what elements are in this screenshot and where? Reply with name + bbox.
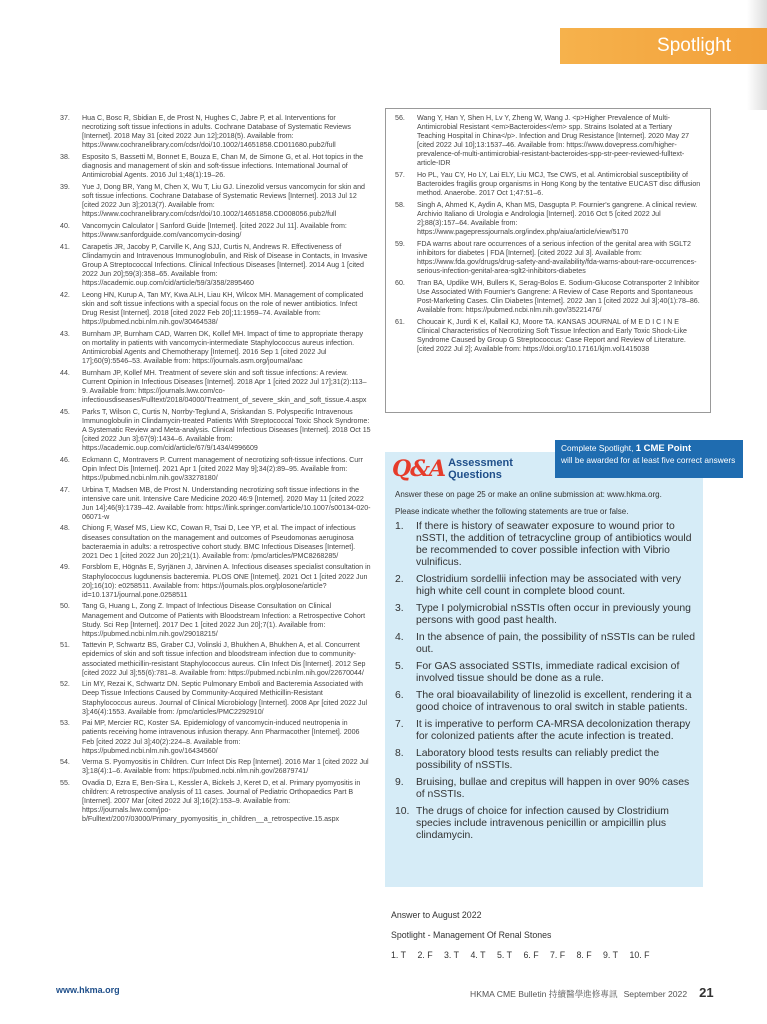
question-number: 4.	[395, 631, 404, 643]
reference-text: Ho PL, Yau CY, Ho LY, Lai ELY, Liu MCJ, Tse CWS, et al. Antimicrobial susceptibility of Bacteroides fragilis group organisms in Hong Kong by the tentative EUCAST disc diffusion method. Anaerobe. 2017 Oct 1;47:51–6.	[417, 171, 701, 198]
reference-text: Urbina T, Madsen MB, de Prost N. Understanding necrotizing soft tissue infections in the intensive care unit. Intensive Care Medicine 2020 46:9 [Internet]. 2020 May 11 [cited 2022 Jun 14];46(9):1739–42. Available from: https://link.springer.com/article/10.1007/s00134-020-06071-w	[82, 485, 371, 521]
reference-item	[395, 240, 701, 276]
reference-item	[60, 758, 371, 776]
question-item	[395, 574, 695, 598]
question-number: 5.	[395, 660, 404, 672]
reference-item	[395, 201, 701, 237]
reference-item	[60, 291, 371, 327]
reference-number: 37.	[60, 114, 70, 122]
reference-item	[60, 222, 371, 240]
reference-text: Choucair K, Jurdi K el, Kallail KJ, Moore TA. KANSAS JOURNAL of M E D I C I N E Clinical Characteristics of Necrotizing Soft Tissue Infection and Early Toxic Shock-Like Syndrome Caused by Group G Streptococcus: Case Report and Review of Literature. [cited 2022 Jul 2]; Available from: https://doi.org/10.17161/kjm.vol1415038	[417, 317, 687, 354]
qa-instruction-2: Please indicate whether the following statements are true or false.	[395, 507, 629, 516]
reference-text: Hua C, Bosc R, Sbidian E, de Prost N, Hughes C, Jabre P, et al. Interventions for necrotizing soft tissue infections in adults. Cochrane Database of Systematic Reviews [Internet]. 2018 May 31 [cited 2022 Jun 12];2018(5). Available from: https://www.cochranelibrary.com/cdsr/doi/10.1002/14651858.CD011680.pub2/full	[82, 114, 351, 150]
question-text: Laboratory blood tests results can reliably predict the possibility of nSSTIs.	[416, 747, 660, 771]
question-item	[395, 661, 695, 685]
reference-text: Vancomycin Calculator | Sanford Guide [Internet]. [cited 2022 Jul 11]. Available from: https://www.sanfordguide.com/vancomycin-dosing/	[82, 221, 347, 239]
question-number: 9.	[395, 776, 404, 788]
reference-item	[60, 680, 371, 716]
question-number: 3.	[395, 602, 404, 614]
reference-number: 52.	[60, 680, 70, 689]
question-item	[395, 521, 695, 569]
question-text: The oral bioavailability of linezolid is excellent, rendering it a good choice of intravenous to oral switch in stable patients.	[416, 689, 692, 713]
reference-text: Forsblom E, Högnäs E, Syrjänen J, Järvinen A. Infectious diseases specialist consultation in Staphylococcus lugdunensis bacteremia. PLOS ONE [Internet]. 2021 Oct 1 [cited 2022 Jun 20];16(10): e0258511. Available from: https://journals.plos.org/plosone/article?id=10.1371/journal.pone.0258511	[82, 563, 371, 599]
reference-item	[395, 318, 701, 354]
reference-number: 44.	[60, 368, 70, 377]
answer-item: 5. T	[497, 950, 512, 960]
reference-number: 46.	[60, 455, 70, 464]
answers-subtitle: Spotlight - Management Of Renal Stones	[391, 930, 552, 940]
answer-item: 9. T	[603, 950, 618, 960]
reference-text: FDA warns about rare occurrences of a serious infection of the genital area with SGLT2 inhibitors for diabetes | FDA [Internet]. [cited 2022 Jul 3]. Available from: https://www.fda.gov/drugs/drug-safety-and-availability/fda-warns-about-rare-occurrences-serious-infection-genital-area-sglt2-inhibitors-diabetes	[417, 240, 697, 276]
answer-item: 8. F	[576, 950, 592, 960]
reference-text: Verma S. Pyomyositis in Children. Curr Infect Dis Rep [Internet]. 2016 Mar 1 [cited 2022 Jul 3];18(4):1–6. Available from: https://pubmed.ncbi.nlm.nih.gov/26879741/	[82, 758, 369, 776]
answers-title: Answer to August 2022	[391, 910, 482, 920]
question-text: Clostridium sordellii infection may be associated with very high white cell count in complete blood count.	[416, 573, 682, 597]
reference-text: Burnham JP, Kollef MH. Treatment of severe skin and soft tissue infections: A review. Current Opinion in Infectious Diseases [Internet]. 2018 Apr 1 [cited 2022 Jul 17];31(2):113–9. Available from: https://journals.lww.com/co-infectiousdiseases/Fulltext/2018/04000/Treatment_of_severe_skin_and_soft_tissue.4.aspx	[82, 368, 367, 404]
reference-number: 55.	[60, 779, 70, 788]
reference-number: 61.	[395, 317, 405, 326]
cme-line1: Complete Spotlight,	[561, 443, 636, 453]
reference-text: Ovadia D, Ezra E, Ben-Sira L, Kessler A, Bickels J, Keret D, et al. Primary pyomyositis in children: A retrospective analysis of 11 cases. Journal of Pediatric Orthopaedics Part B [Internet]. 2007 Mar [cited 2022 Jul 3];16(2):153–9. Available from: https://journals.lww.com/jpo-b/Fulltext/2007/03000/Primary_pyomyositis_in_children__a_retrospective.15.aspx	[82, 779, 361, 824]
answer-item: 6. F	[523, 950, 539, 960]
answer-item: 7. F	[550, 950, 566, 960]
reference-item	[60, 602, 371, 638]
question-text: It is imperative to perform CA-MRSA decolonization therapy for colonized patients after the acute infection is treated.	[416, 718, 691, 742]
reference-text: Singh A, Ahmed K, Aydin A, Khan MS, Dasgupta P. Fournier's gangrene. A clinical review. Archivio Italiano di Urologia e Andrologia [Internet]. 2016 Oct 5 [cited 2022 Jul 2];88(3):157–64. Available from: https://www.pagepressjournals.org/index.php/aiua/article/view/5170	[417, 201, 698, 237]
reference-text: Leong HN, Kurup A, Tan MY, Kwa ALH, Liau KH, Wilcox MH. Management of complicated skin and soft tissue infections with a special focus on the role of newer antibiotics. Infect Drug Resist [Internet]. 2018 [cited 2022 Feb 20];11:1959–74. Available from: https://pubmed.ncbi.nlm.nih.gov/30464538/	[82, 290, 364, 326]
reference-item	[395, 171, 701, 198]
reference-number: 50.	[60, 602, 70, 611]
reference-number: 60.	[395, 278, 405, 287]
reference-number: 38.	[60, 152, 70, 161]
reference-item	[60, 408, 371, 453]
question-item	[395, 632, 695, 656]
answers-row	[391, 950, 656, 960]
question-text: For GAS associated SSTIs, immediate radical excision of involved tissue should be done as a rule.	[416, 660, 680, 684]
footer-right	[470, 985, 714, 1000]
question-text: Bruising, bullae and crepitus will happen in over 90% cases of nSSTIs.	[416, 776, 690, 800]
reference-item	[60, 330, 371, 366]
reference-text: Tang G, Huang L, Zong Z. Impact of Infectious Disease Consultation on Clinical Management and Outcome of Patients with Bloodstream Infection: a Retrospective Cohort Study. Sci Rep [Internet]. 2017 Dec 1 [cited 2022 Jun 20];7(1). Available from: https://pubmed.ncbi.nlm.nih.gov/29018215/	[82, 602, 366, 638]
reference-item	[395, 114, 701, 169]
reference-text: Yue J, Dong BR, Yang M, Chen X, Wu T, Liu GJ. Linezolid versus vancomycin for skin and soft tissue infections. Cochrane Database of Systematic Reviews [Internet]. 2013 Jul 12 [cited 2022 Jun 3];2013(7). Available from: https://www.cochranelibrary.com/cdsr/doi/10.1002/14651858.CD008056.pub2/full	[82, 182, 365, 219]
reference-number: 57.	[395, 171, 405, 180]
reference-number: 58.	[395, 201, 405, 210]
reference-number: 48.	[60, 524, 70, 533]
question-number: 1.	[395, 521, 404, 532]
reference-item	[60, 243, 371, 288]
reference-text: Chiong F, Wasef MS, Liew KC, Cowan R, Tsai D, Lee YP, et al. The impact of infectious diseases consultation on the management and outcomes of Pseudomonas aeruginosa bacteraemia in adults: a retrospective cohort study. BMC Infectious Diseases [Internet]. 2021 Dec 1 [cited 2022 Jun 20];21(1). Available from: /pmc/articles/PMC8268285/	[82, 524, 356, 560]
answer-item: 10. F	[629, 950, 650, 960]
question-item	[395, 777, 695, 801]
reference-item	[60, 524, 371, 560]
reference-text: Tran BA, Updike WH, Bullers K, Serag-Bolos E. Sodium-Glucose Cotransporter 2 Inhibitor Use Associated With Fournier's Gangrene: A Review of Case Reports and Spontaneous Post-Marketing Cases. Clin Diabetes [Internet]. 2022 Jan 1 [cited 2022 Jul 3];40(1):78–86. Available from: https://pubmed.ncbi.nlm.nih.gov/35221476/	[417, 278, 700, 315]
question-item	[395, 748, 695, 772]
reference-number: 49.	[60, 563, 70, 572]
qa-instruction-1: Answer these on page 25 or make an online submission at: www.hkma.org.	[395, 490, 662, 499]
footer-site[interactable]: www.hkma.org	[56, 985, 120, 995]
reference-text: Wang Y, Han Y, Shen H, Lv Y, Zheng W, Wang J. <p>Higher Prevalence of Multi-Antimicrobial Resistant <em>Bacteroides</em> spp. Strains Isolated at a Tertiary Teaching Hospital in China</p>. Infection and Drug Resistance [Internet]. 2020 May 27 [cited 2022 Jul 10];13:1537–46. Available from: https://www.dovepress.com/higher-prevalence-of-multi-antimicrobial-resistant-bacteroides-spp-str-peer-reviewed-fulltext-article-IDR	[417, 114, 690, 168]
answer-item: 1. T	[391, 950, 406, 960]
qa-title-line2: Questions	[448, 469, 502, 481]
reference-item	[60, 369, 371, 405]
question-text: If there is history of seawater exposure to wound prior to nSSTI, the addition of tetracycline group of antibiotics would be recommended to cover possible infection with Vibrio vulnificus.	[416, 521, 692, 568]
reference-number: 39.	[60, 182, 70, 191]
page-number: 21	[699, 985, 714, 1000]
reference-item	[60, 486, 371, 522]
reference-number: 43.	[60, 329, 70, 338]
reference-number: 51.	[60, 641, 70, 650]
reference-item	[60, 114, 371, 150]
reference-number: 42.	[60, 290, 70, 299]
reference-number: 59.	[395, 240, 405, 248]
reference-number: 45.	[60, 407, 70, 416]
reference-item	[60, 641, 371, 677]
reference-text: Tattevin P, Schwartz BS, Graber CJ, Volinski J, Bhukhen A, Bhukhen A, et al. Concurrent epidemics of skin and soft tissue infection and bloodstream infection due to community-associated methicillin-resistant Staphylococcus aureus. Clin Infect Dis [Internet]. 2012 Sep [cited 2022 Jul 3];55(6):781–8. Available from: https://pubmed.ncbi.nlm.nih.gov/22670044/	[82, 641, 366, 677]
cme-point: 1 CME Point	[635, 443, 692, 454]
reference-text: Esposito S, Bassetti M, Bonnet E, Bouza E, Chan M, de Simone G, et al. Hot topics in the diagnosis and management of skin and soft-tissue infections. International Journal of Antimicrobial Agents. 2016 Jul 1;48(1):19–26.	[82, 152, 364, 180]
banner-text: Spotlight	[657, 35, 731, 56]
answer-item: 3. T	[444, 950, 459, 960]
reference-item	[60, 563, 371, 599]
qa-title-line1: Assessment	[448, 457, 513, 469]
reference-item	[60, 153, 371, 180]
spotlight-banner	[560, 28, 767, 64]
question-number: 7.	[395, 718, 404, 730]
reference-number: 54.	[60, 758, 70, 767]
reference-item	[395, 279, 701, 315]
question-item	[395, 603, 695, 627]
question-item	[395, 719, 695, 743]
question-text: In the absence of pain, the possibility of nSSTIs can be ruled out.	[416, 631, 695, 655]
reference-number: 53.	[60, 719, 70, 728]
question-number: 6.	[395, 689, 404, 701]
reference-item	[60, 183, 371, 219]
reference-text: Lin MY, Rezai K, Schwartz DN. Septic Pulmonary Emboli and Bacteremia Associated with Deep Tissue Infections Caused by Community-Acquired Methicillin-Resistant Staphylococcus aureus. Journal of Clinical Microbiology [Internet]. 2008 Apr [cited 2022 Jul 3];46(4):1553. Available from: /pmc/articles/PMC2292910/	[82, 680, 368, 716]
footer-date: September 2022	[623, 989, 688, 999]
reference-item	[60, 719, 371, 755]
cme-line2: will be awarded for at least five correct answers	[561, 454, 736, 465]
question-text: The drugs of choice for infection caused by Clostridium species include intravenous penicillin or ampicillin plus clindamycin.	[416, 805, 669, 841]
reference-text: Eckmann C, Montravers P. Current management of necrotizing soft-tissue infections. Curr Opin Infect Dis [Internet]. 2021 Apr 1 [cited 2022 May 9];34(2):89–95. Available from: https://pubmed.ncbi.nlm.nih.gov/33278180/	[82, 455, 363, 482]
reference-number: 41.	[60, 242, 70, 251]
reference-text: Burnham JP, Burnham CAD, Warren DK, Kollef MH. Impact of time to appropriate therapy on mortality in patients with vancomycin-intermediate Staphylococcus aureus infection. Antimicrobial Agents and Chemotherapy [Internet]. 2016 Sep 1 [cited 2022 Jul 17];60(9):5546–53. Available from: https://journals.asm.org/journal/aac	[82, 329, 364, 365]
reference-text: Carapetis JR, Jacoby P, Carville K, Ang SJJ, Curtis N, Andrews R. Effectiveness of Clindamycin and Intravenous Immunoglobulin, and Risk of Disease in Contacts, in Invasive Group A Streptococcal Infections. Clinical Infectious Diseases [Internet]. 2014 Aug 1 [cited 2022 Jun 20];59(3):358–65. Available from: https://academic.oup.com/cid/article/59/3/358/2895460	[82, 242, 368, 287]
reference-item	[60, 456, 371, 483]
reference-item	[60, 779, 371, 824]
qa-logo: Q&A	[392, 456, 446, 482]
question-number: 8.	[395, 747, 404, 759]
question-text: Type I polymicrobial nSSTIs often occur in previously young persons with good past health.	[416, 602, 691, 626]
qa-title	[448, 457, 513, 481]
question-item	[395, 690, 695, 714]
footer-bulletin: HKMA CME Bulletin 持續醫學進修專訊	[470, 989, 618, 999]
answer-item: 2. F	[417, 950, 433, 960]
references-left	[60, 114, 371, 827]
reference-text: Parks T, Wilson C, Curtis N, Norrby-Teglund A, Sriskandan S. Polyspecific Intravenous Immunoglobulin in Clindamycin-treated Patients With Streptococcal Toxic Shock Syndrome: A Systematic Review and Meta-analysis. Clinical Infectious Diseases [Internet]. 2018 Oct 15 [cited 2022 Jun 3];67(9):1434–6. Available from: https://academic.oup.com/cid/article/67/9/1434/4996609	[82, 407, 371, 452]
references-right	[395, 114, 701, 357]
cme-badge	[555, 440, 743, 478]
question-number: 10.	[395, 805, 410, 817]
question-number: 2.	[395, 573, 404, 585]
reference-number: 40.	[60, 221, 70, 230]
reference-number: 56.	[395, 114, 405, 122]
answer-item: 4. T	[470, 950, 486, 960]
question-item	[395, 806, 695, 842]
question-list	[395, 521, 695, 847]
reference-text: Pai MP, Mercier RC, Koster SA. Epidemiology of vancomycin-induced neutropenia in patients receiving home intravenous infusion therapy. Ann Pharmacother [Internet]. 2006 Feb [cited 2022 Jul 3];40(2):224–8. Available from: https://pubmed.ncbi.nlm.nih.gov/16434560/	[82, 719, 360, 755]
reference-number: 47.	[60, 485, 70, 494]
qa-header	[392, 456, 513, 482]
